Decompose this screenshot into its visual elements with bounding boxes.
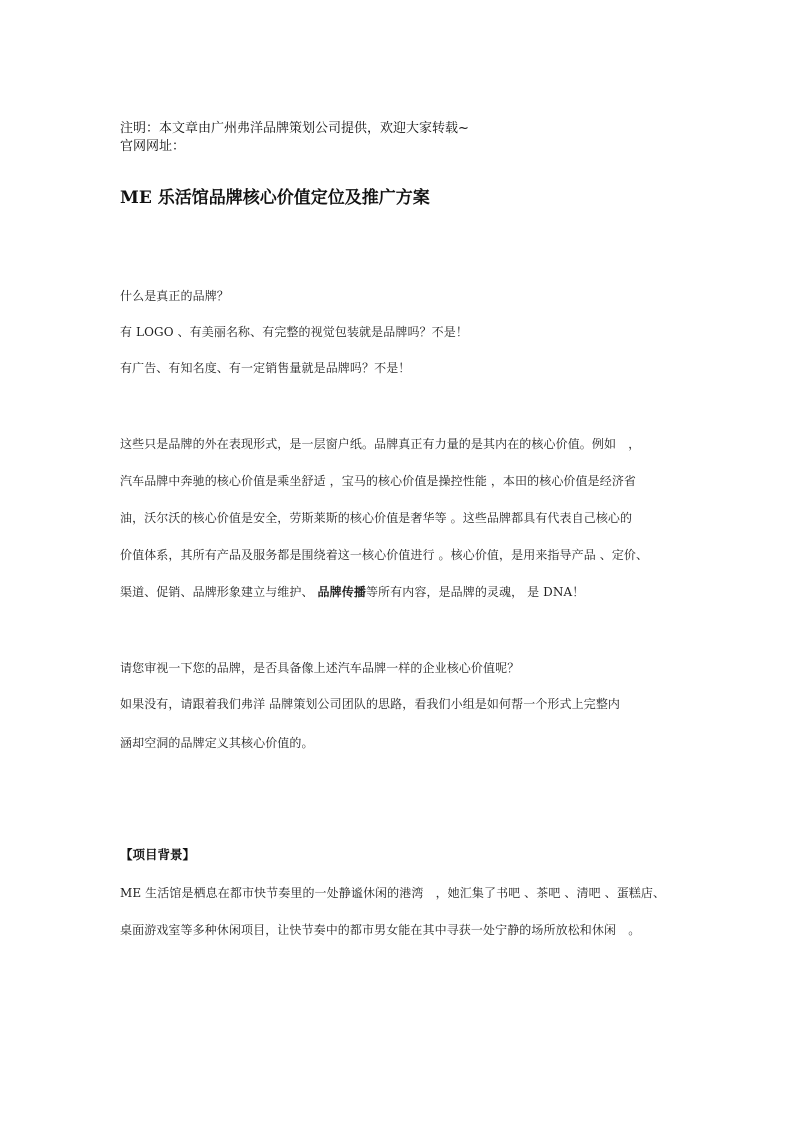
core-value-line-5-start: 渠道、促销、品牌形象建立与维护、 (120, 585, 318, 599)
core-value-line-2: 汽车品牌中奔驰的核心价值是乘坐舒适 ，宝马的核心价值是操控性能 ，本田的核心价值是经济省 (120, 474, 637, 488)
brand-communication-term: 品牌传播 (317, 585, 366, 599)
intro-question: 什么是真正的品牌？ (120, 289, 229, 303)
background-line-1: ME 生活馆是栖息在都市快节奏里的一处静谧休闲的港湾 ，她汇集了书吧 、茶吧 、清吧 、蛋糕店、 (120, 886, 666, 900)
intro-logo-line: 有 LOGO 、有美丽名称、有完整的视觉包装就是品牌吗？不是！ (120, 325, 468, 339)
notice-line: 注明：本文章由广州弗洋品牌策划公司提供，欢迎大家转载~ (120, 121, 469, 136)
review-line-1: 请您审视一下您的品牌，是否具备像上述汽车品牌一样的企业核心价值呢？ (120, 661, 520, 675)
background-line-2: 桌面游戏室等多种休闲项目，让快节奏中的都市男女能在其中寻获一处宁静的场所放松和休闲 。 (120, 923, 641, 937)
review-line-3: 涵却空洞的品牌定义其核心价值的。 (120, 736, 314, 750)
project-background-heading: 【项目背景】 (120, 847, 196, 862)
core-value-line-5 (120, 585, 584, 599)
core-value-line-5-end: 等所有内容，是品牌的灵魂， 是 DNA！ (365, 585, 585, 599)
document-title: ME 乐活馆品牌核心价值定位及推广方案 (120, 188, 430, 208)
core-value-line-1: 这些只是品牌的外在表现形式，是一层窗户纸。品牌真正有力量的是其内在的核心价值。例如 ， (120, 437, 641, 451)
core-value-line-3: 油，沃尔沃的核心价值是安全，劳斯莱斯的核心价值是奢华等 。这些品牌都具有代表自己核心的 (120, 511, 633, 525)
review-line-2: 如果没有，请跟着我们弗洋 品牌策划公司团队的思路，看我们小组是如何帮一个形式上完整内 (120, 697, 621, 711)
intro-ad-line: 有广告、有知名度、有一定销售量就是品牌吗？不是！ (120, 361, 411, 375)
core-value-line-4: 价值体系，其所有产品及服务都是围绕着这一核心价值进行 。核心价值，是用来指导产品 、定价、 (120, 548, 649, 562)
website-line: 官网网址： (120, 139, 186, 154)
